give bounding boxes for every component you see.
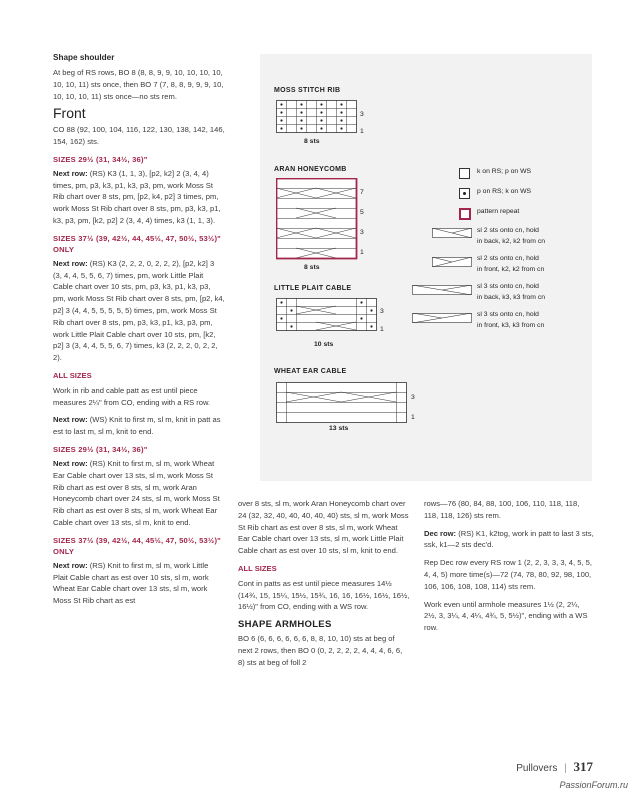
instruction-text: over 8 sts, sl m, work Aran Honeycomb chart over 24 (32, 32, 40, 40, 40, 40, 40) sts, sl m, work Moss St Rib chart as est over 8 sts, sl m, work Wheat Ear Cable chart over 13 sts, sl m, work Little Plait Cable chart as est over 10 sts, sl m, knit to end. bbox=[238, 499, 409, 556]
cable-right-2-icon bbox=[432, 257, 472, 267]
key-line: in front, k3, k3 from cn bbox=[477, 321, 545, 329]
shoulder-text: At beg of RS rows, BO 8 (8, 8, 9, 9, 10, 10, 10, 10, 10, 10, 11) sts once, then BO 7 (7, 8, 8, 9, 9, 9, 10, 10, 10, 10, 11) sts once—no sts rem. bbox=[53, 68, 224, 101]
key-line: in back, k2, k2 from cn bbox=[477, 237, 545, 245]
cable-left-3-icon bbox=[412, 285, 472, 295]
knit-symbol-icon bbox=[459, 168, 470, 179]
aran-chart bbox=[276, 178, 360, 262]
footer-divider: | bbox=[564, 763, 567, 774]
row-label: 3 bbox=[380, 308, 384, 315]
instruction bbox=[53, 458, 225, 529]
row-label: 1 bbox=[380, 326, 384, 333]
all-sizes-text: Work in rib and cable patt as est until piece measures 2¼" from CO, ending with a RS row. bbox=[53, 385, 211, 407]
key-repeat: pattern repeat bbox=[477, 208, 520, 215]
even-text: Work even until armhole measures 1½ (2, 2¼, 2½, 3, 3¼, 4, 4¼, 4¾, 5, 5½)", ending with a WS row. bbox=[424, 599, 588, 633]
moss-chart-title: MOSS STITCH RIB bbox=[274, 87, 341, 94]
key-line: sl 2 sts onto cn, hold bbox=[477, 227, 539, 234]
instruction-text: (RS) K3 (1, 1, 3), [p2, k2] 2 (3, 4, 4) times, pm, p3, k3, p1, k3, p3, pm, work Moss St Rib chart over 8 sts, pm, [p2, k4, p2] 3 times, pm, work Moss St Rib chart over 8 sts, pm, p3, k3, p1, k3, p3, pm, [k2, p2] 2 (3, 4, 4) times, k3 (1, 1, 3). bbox=[53, 168, 221, 225]
key-line: in front, k2, k2 from cn bbox=[477, 265, 545, 273]
front-heading: Front bbox=[53, 105, 86, 122]
row-label: Next row: bbox=[53, 415, 88, 425]
stitch-count: 10 sts bbox=[314, 341, 334, 348]
page-footer bbox=[516, 759, 593, 775]
row-label: Next row: bbox=[53, 258, 88, 268]
purl-symbol-icon bbox=[459, 188, 470, 199]
cable-right-3-icon bbox=[412, 313, 472, 323]
instruction bbox=[53, 168, 225, 227]
row-label: 1 bbox=[360, 249, 364, 256]
watermark: PassionForum.ru bbox=[559, 780, 628, 790]
shape-armholes-heading: SHAPE ARMHOLES bbox=[238, 619, 332, 631]
all-sizes-heading: ALL SIZES bbox=[238, 563, 277, 573]
front-co-text: CO 88 (92, 100, 104, 116, 122, 130, 138, 142, 146, 154, 162) sts. bbox=[53, 125, 225, 146]
instruction-text: (RS) Knit to first m, sl m, work Wheat Ear Cable chart over 13 sts, sl m, work Moss St Rib chart as est over 8 sts, sl m, work Aran Honeycomb chart over 24 sts, sl m, work Moss St Rib chart as est over 8 sts, sl m, work Wheat Ear Cable chart over 13 sts, sl m, knit to end. bbox=[53, 458, 220, 527]
wheat-chart bbox=[276, 382, 410, 426]
row-label: Next row: bbox=[53, 458, 88, 468]
armholes-text: BO 6 (6, 6, 6, 6, 6, 6, 8, 8, 10, 10) sts at beg of next 2 rows, then BO 0 (0, 2, 2, 2, 2, 4, 4, 4, 6, 6, 8) sts at beg of foll 2 bbox=[238, 633, 403, 667]
cable-left-2-icon bbox=[432, 228, 472, 238]
chart-panel bbox=[260, 54, 592, 481]
key-line: sl 2 sts onto cn, hold bbox=[477, 255, 539, 262]
instruction bbox=[53, 560, 225, 607]
middle-column bbox=[238, 498, 410, 674]
row-label: 5 bbox=[360, 209, 364, 216]
page-number: 317 bbox=[573, 759, 593, 774]
row-label: 1 bbox=[411, 414, 415, 421]
instruction bbox=[53, 258, 225, 364]
sizes-heading: SIZES 37½ (39, 42½, 44, 45½, 47, 50½, 53½)" ONLY bbox=[53, 233, 221, 254]
stitch-count: 13 sts bbox=[329, 425, 349, 432]
sizes-heading: SIZES 29½ (31, 34½, 36)" bbox=[53, 154, 148, 164]
key-line: sl 3 sts onto cn, hold bbox=[477, 283, 539, 290]
key-cable bbox=[477, 226, 545, 247]
section-name: Pullovers bbox=[516, 763, 558, 774]
sizes-heading: SIZES 37½ (39, 42½, 44, 45½, 47, 50½, 53½)" ONLY bbox=[53, 535, 221, 556]
instruction-text: (WS) Knit to first m, sl m, knit in patt as est to last m, sl m, knit to end. bbox=[53, 415, 221, 437]
key-cable bbox=[477, 254, 544, 275]
left-column bbox=[53, 52, 225, 613]
right-column bbox=[424, 498, 594, 640]
key-line: in back, k3, k3 from cn bbox=[477, 293, 545, 301]
key-purl: p on RS; k on WS bbox=[477, 188, 532, 195]
all-sizes-text: Cont in patts as est until piece measures 14½ (14¾, 15, 15¼, 15½, 15¾, 16, 16, 16½, 16½, 16½, 16½)" from CO, ending with a WS row. bbox=[238, 578, 410, 612]
wheat-chart-title: WHEAT EAR CABLE bbox=[274, 368, 347, 375]
row-label: Next row: bbox=[53, 560, 88, 570]
row-label: 3 bbox=[360, 111, 364, 118]
row-label: Next row: bbox=[53, 168, 88, 178]
row-label: Dec row: bbox=[424, 528, 457, 538]
sizes-heading: SIZES 29½ (31, 34½, 36)" bbox=[53, 444, 148, 454]
instruction-text: (RS) K1, k2tog, work in patt to last 3 sts, ssk, k1—2 sts dec'd. bbox=[424, 528, 594, 550]
stitch-count: 8 sts bbox=[304, 138, 320, 145]
moss-chart bbox=[276, 100, 360, 134]
plait-chart bbox=[276, 298, 380, 334]
instruction bbox=[53, 414, 225, 438]
row-label: 7 bbox=[360, 189, 364, 196]
instruction bbox=[424, 528, 594, 552]
key-cable bbox=[477, 282, 545, 303]
aran-chart-title: ARAN HONEYCOMB bbox=[274, 166, 347, 173]
key-cable bbox=[477, 310, 544, 331]
plait-chart-title: LITTLE PLAIT CABLE bbox=[274, 285, 352, 292]
repeat-symbol-icon bbox=[459, 208, 471, 220]
instruction-text: (RS) K3 (2, 2, 2, 0, 2, 2, 2), [p2, k2] 3 (3, 4, 4, 5, 5, 6, 7) times, pm, work Little Plait Cable chart over 10 sts, pm, p3, k3, p1, k3, p3, pm, work Moss St Rib chart over 8 sts, pm, [p2, k4, p2] 3 (4, 4, 5, 5, 5, 5, 5) times, pm, work Moss St Rib chart over 8 sts, pm, p3, k3, p1, k3, p3, pm, work Little Plait Cable chart over 10 sts, pm, [k2, p2] 3 (3, 4, 4, 5, 5, 6, 7) times, k3 (2, 2, 2, 0, 2, 2, 2). bbox=[53, 258, 225, 363]
stitch-count: 8 sts bbox=[304, 264, 320, 271]
shape-shoulder-heading: Shape shoulder bbox=[53, 53, 115, 62]
row-label: 1 bbox=[360, 128, 364, 135]
key-knit: k on RS; p on WS bbox=[477, 168, 532, 175]
key-line: sl 3 sts onto cn, hold bbox=[477, 311, 539, 318]
row-label: 3 bbox=[360, 229, 364, 236]
row-label: 3 bbox=[411, 394, 415, 401]
instruction-text: (RS) Knit to first m, sl m, work Little Plait Cable chart as est over 10 sts, sl m, work Wheat Ear Cable chart over 13 sts, sl m, work Moss St Rib chart as est bbox=[53, 560, 209, 606]
all-sizes-heading: ALL SIZES bbox=[53, 370, 92, 380]
repeat-text: Rep Dec row every RS row 1 (2, 2, 3, 3, 3, 4, 5, 5, 4, 4, 5) more time(s)—72 (74, 78, 80, 92, 98, 100, 106, 106, 108, 108, 114) sts rem. bbox=[424, 558, 592, 591]
rows-text: rows—76 (80, 84, 88, 100, 106, 110, 118, 118, 118, 118, 126) sts rem. bbox=[424, 499, 580, 520]
